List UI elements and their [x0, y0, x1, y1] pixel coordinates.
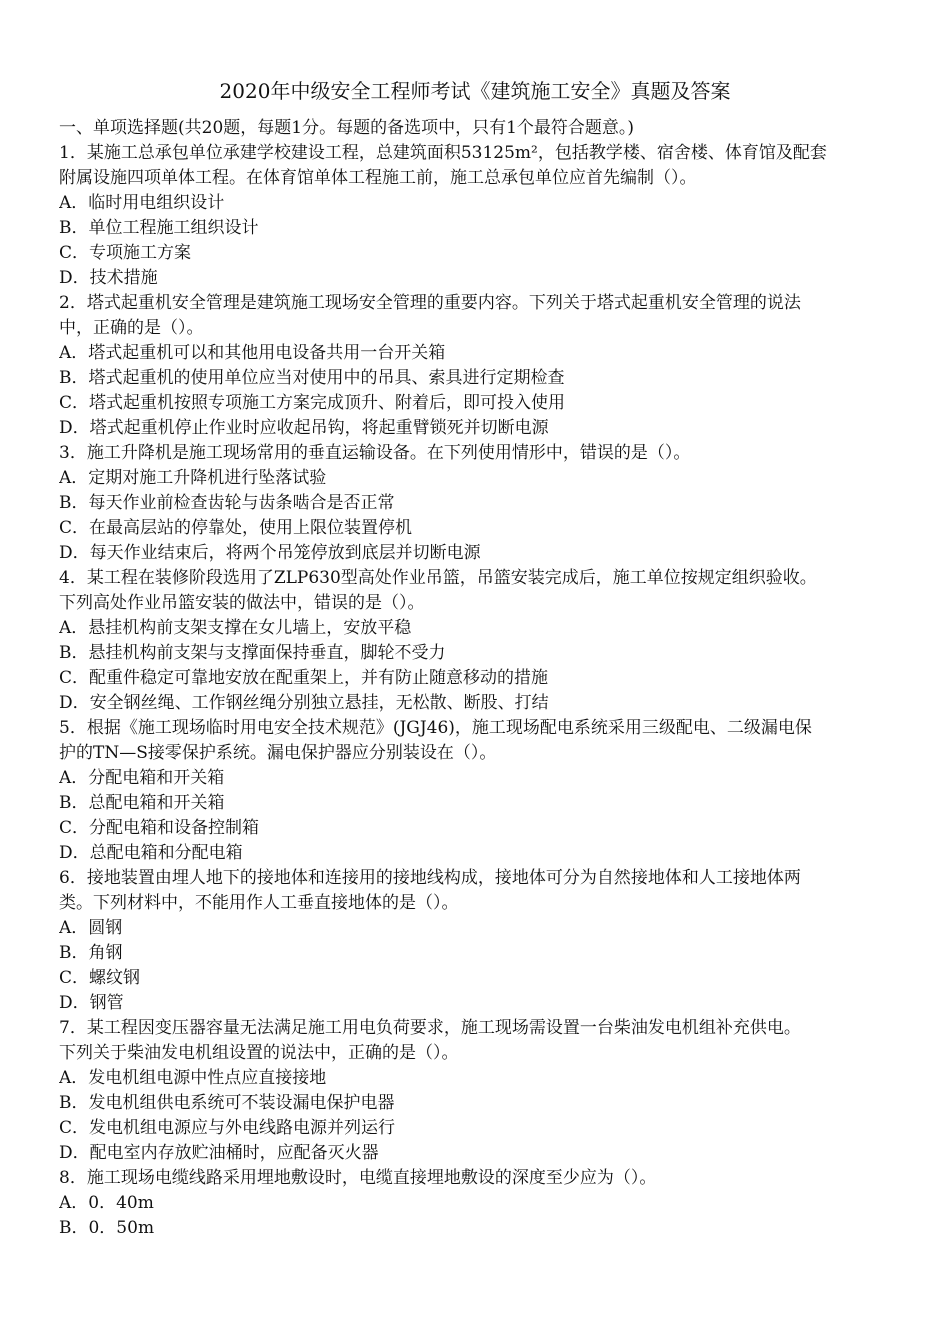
text-line: 1．某施工总承包单位承建学校建设工程，总建筑面积53125m²，包括教学楼、宿舍楼、体育馆及配套: [59, 143, 827, 163]
text-line: 4．某工程在装修阶段选用了ZLP630型高处作业吊篮，吊篮安装完成后，施工单位按规定组织验收。: [59, 568, 817, 588]
text-line: A．0．40m: [59, 1193, 154, 1213]
document-title: 2020年中级安全工程师考试《建筑施工安全》真题及答案: [219, 79, 731, 103]
text-line: 一、单项选择题(共20题，每题1分。每题的备选项中，只有1个最符合题意。): [59, 118, 635, 138]
text-line: B．0．50m: [59, 1218, 155, 1238]
text-line: C．专项施工方案: [59, 243, 192, 263]
text-line: 下列高处作业吊篮安装的做法中，错误的是（）。: [59, 593, 425, 613]
text-line: D．安全钢丝绳、工作钢丝绳分别独立悬挂，无松散、断股、打结: [59, 693, 549, 713]
text-line: C．塔式起重机按照专项施工方案完成顶升、附着后，即可投入使用: [59, 393, 566, 413]
document-body: [59, 116, 894, 1241]
text-line: B．单位工程施工组织设计: [59, 218, 259, 238]
text-line: D．每天作业结束后，将两个吊笼停放到底层并切断电源: [59, 543, 481, 563]
text-line: 下列关于柴油发电机组设置的说法中，正确的是（）。: [59, 1043, 459, 1063]
text-line: A．圆钢: [59, 918, 123, 938]
text-line: B．塔式起重机的使用单位应当对使用中的吊具、索具进行定期检查: [59, 368, 565, 388]
text-line: B．悬挂机构前支架与支撑面保持垂直，脚轮不受力: [59, 643, 446, 663]
text-line: A．定期对施工升降机进行坠落试验: [59, 468, 327, 488]
text-line: B．发电机组供电系统可不装设漏电保护电器: [59, 1093, 395, 1113]
text-line: B．每天作业前检查齿轮与齿条啮合是否正常: [59, 493, 395, 513]
text-line: C．螺纹钢: [59, 968, 141, 988]
text-line: B．角钢: [59, 943, 123, 963]
text-line: D．塔式起重机停止作业时应收起吊钩，将起重臂锁死并切断电源: [59, 418, 549, 438]
text-line: C．发电机组电源应与外电线路电源并列运行: [59, 1118, 396, 1138]
text-line: 类。下列材料中，不能用作人工垂直接地体的是（）。: [59, 893, 459, 913]
text-line: C．在最高层站的停靠处，使用上限位装置停机: [59, 518, 413, 538]
text-line: A．悬挂机构前支架支撑在女儿墙上，安放平稳: [59, 618, 412, 638]
text-line: A．临时用电组织设计: [59, 193, 225, 213]
text-line: 中，正确的是（）。: [59, 318, 204, 338]
text-line: D．配电室内存放贮油桶时，应配备灭火器: [59, 1143, 379, 1163]
text-line: B．总配电箱和开关箱: [59, 793, 225, 813]
text-line: 5．根据《施工现场临时用电安全技术规范》(JGJ46)，施工现场配电系统采用三级配电、二级漏电保: [59, 718, 812, 738]
text-line: A．塔式起重机可以和其他用电设备共用一台开关箱: [59, 343, 446, 363]
text-line: D．钢管: [59, 993, 124, 1013]
text-line: 6．接地装置由埋人地下的接地体和连接用的接地线构成，接地体可分为自然接地体和人工接地体两: [59, 868, 801, 888]
text-line: C．配重件稳定可靠地安放在配重架上，并有防止随意移动的措施: [59, 668, 549, 688]
text-line: A．发电机组电源中性点应直接接地: [59, 1068, 327, 1088]
text-line: C．分配电箱和设备控制箱: [59, 818, 260, 838]
text-line: 附属设施四项单体工程。在体育馆单体工程施工前，施工总承包单位应首先编制（）。: [59, 168, 697, 188]
text-line: 2．塔式起重机安全管理是建筑施工现场安全管理的重要内容。下列关于塔式起重机安全管理的说法: [59, 293, 801, 313]
text-line: D．总配电箱和分配电箱: [59, 843, 243, 863]
text-line: 7．某工程因变压器容量无法满足施工用电负荷要求，施工现场需设置一台柴油发电机组补充供电。: [59, 1018, 801, 1038]
text-line: D．技术措施: [59, 268, 158, 288]
text-line: 3．施工升降机是施工现场常用的垂直运输设备。在下列使用情形中，错误的是（）。: [59, 443, 691, 463]
text-line: 护的TN—S接零保护系统。漏电保护器应分别装设在（）。: [59, 743, 497, 763]
text-line: A．分配电箱和开关箱: [59, 768, 225, 788]
text-line: 8．施工现场电缆线路采用埋地敷设时，电缆直接埋地敷设的深度至少应为（）。: [59, 1168, 657, 1188]
